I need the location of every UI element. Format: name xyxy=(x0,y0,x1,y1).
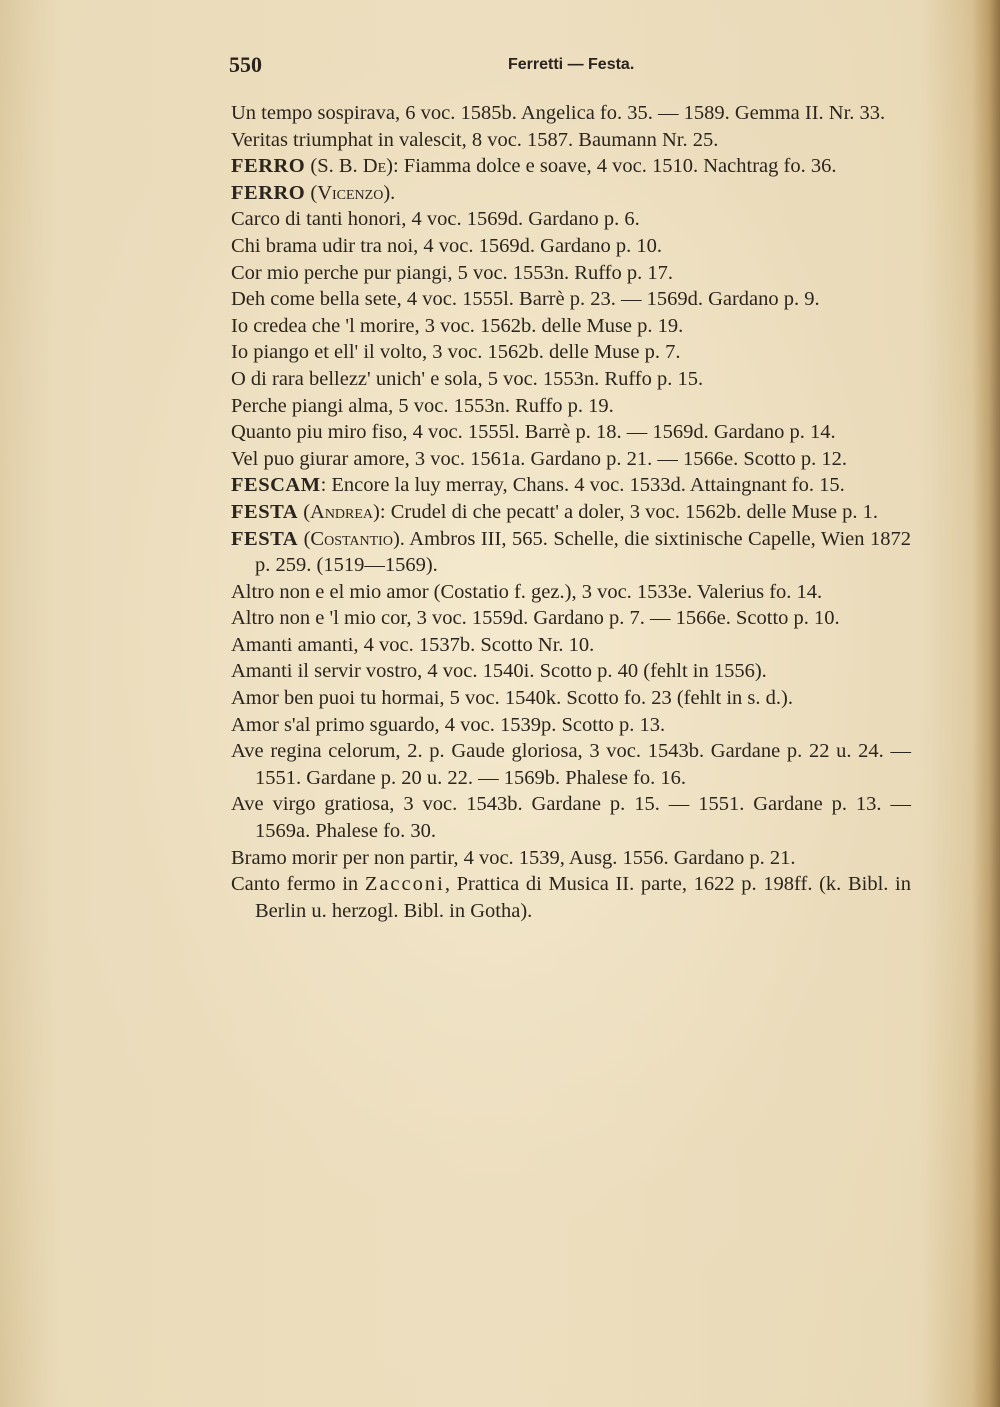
page-edge-shadow xyxy=(972,0,1000,1407)
catalog-entry: Veritas triumphat in valescit, 8 voc. 1587. Baumann Nr. 25. xyxy=(231,128,719,151)
catalog-entry: Carco di tanti honori, 4 voc. 1569d. Gardano p. 6. xyxy=(231,208,640,231)
catalog-entry: Io credea che 'l morire, 3 voc. 1562b. delle Muse p. 19. xyxy=(231,314,684,337)
catalog-entry: Chi brama udir tra noi, 4 voc. 1569d. Gardano p. 10. xyxy=(231,234,662,257)
catalog-entry: Perche piangi alma, 5 voc. 1553n. Ruffo p. 19. xyxy=(231,394,614,417)
composer-forename: (Andrea) xyxy=(303,500,380,523)
running-head: Ferretti — Festa. xyxy=(508,56,635,73)
catalog-entry: Vel puo giurar amore, 3 voc. 1561a. Gardano p. 21. — 1566e. Scotto p. 12. xyxy=(231,447,848,470)
catalog-entry: Un tempo sospirava, 6 voc. 1585b. Angelica fo. 35. — 1589. Gemma II. Nr. 33. xyxy=(231,102,886,124)
catalog-entry: Altro non e el mio amor (Costatio f. gez.), 3 voc. 1533e. Valerius fo. 14. xyxy=(231,580,823,603)
catalog-entry: Io piango et ell' il volto, 3 voc. 1562b. delle Muse p. 7. xyxy=(231,341,681,364)
catalog-entries xyxy=(231,100,911,924)
catalog-entry: O di rara bellezz' unich' e sola, 5 voc. 1553n. Ruffo p. 15. xyxy=(231,367,704,390)
composer-name: FERRO xyxy=(231,181,306,204)
composer-forename: (Costantio) xyxy=(303,527,400,550)
composer-entry: FESTA (Andrea): Crudel di che pecatt' a doler, 3 voc. 1562b. delle Muse p. 1. xyxy=(231,500,879,523)
catalog-entry: Ave virgo gratiosa, 3 voc. 1543b. Gardane p. 15. — 1551. Gardane p. 13. — 1569a. Phalese fo. 30. xyxy=(231,793,911,843)
author-name-spaced: Zacconi xyxy=(364,873,445,896)
catalog-entry: Amor ben puoi tu hormai, 5 voc. 1540k. Scotto fo. 23 (fehlt in s. d.). xyxy=(231,687,793,710)
composer-forename: (S. B. De) xyxy=(310,155,393,178)
catalog-entry: Quanto piu miro fiso, 4 voc. 1555l. Barrè p. 18. — 1569d. Gardano p. 14. xyxy=(231,421,836,444)
page-header xyxy=(229,52,909,82)
composer-entry: FESTA (Costantio). Ambros III, 565. Schelle, die sixtinische Capelle, Wien 1872 p. 259. (1519—1569). xyxy=(231,527,911,577)
page-number: 550 xyxy=(229,52,262,77)
composer-forename: (Vicenzo) xyxy=(310,181,391,204)
composer-entry: FERRO (S. B. De): Fiamma dolce e soave, 4 voc. 1510. Nachtrag fo. 36. xyxy=(231,155,837,178)
composer-entry: FERRO (Vicenzo). xyxy=(231,181,396,204)
catalog-entry: Bramo morir per non partir, 4 voc. 1539, Ausg. 1556. Gardano p. 21. xyxy=(231,846,796,869)
catalog-entry: Cor mio perche pur piangi, 5 voc. 1553n. Ruffo p. 17. xyxy=(231,261,674,284)
catalog-entry: Canto fermo in Zacconi, Prattica di Musica II. parte, 1622 p. 198ff. (k. Bibl. in Berlin u. herzogl. Bibl. in Gotha). xyxy=(231,873,911,922)
catalog-entry: Ave regina celorum, 2. p. Gaude gloriosa, 3 voc. 1543b. Gardane p. 22 u. 24. — 1551. Gardane p. 20 u. 22. — 1569b. Phalese fo. 16. xyxy=(231,740,911,789)
catalog-entry: Amor s'al primo sguardo, 4 voc. 1539p. Scotto p. 13. xyxy=(231,713,666,736)
composer-name: FERRO xyxy=(231,155,306,178)
catalog-entry: Altro non e 'l mio cor, 3 voc. 1559d. Gardano p. 7. — 1566e. Scotto p. 10. xyxy=(231,607,840,630)
composer-name: FESTA xyxy=(231,527,299,550)
composer-name: FESCAM xyxy=(231,474,321,497)
composer-name: FESTA xyxy=(231,500,299,523)
catalog-entry: Deh come bella sete, 4 voc. 1555l. Barrè p. 23. — 1569d. Gardano p. 9. xyxy=(231,288,820,311)
composer-entry: FESCAM: Encore la luy merray, Chans. 4 voc. 1533d. Attaingnant fo. 15. xyxy=(231,474,845,497)
catalog-entry: Amanti amanti, 4 voc. 1537b. Scotto Nr. 10. xyxy=(231,633,595,656)
catalog-entry: Amanti il servir vostro, 4 voc. 1540i. Scotto p. 40 (fehlt in 1556). xyxy=(231,660,767,683)
